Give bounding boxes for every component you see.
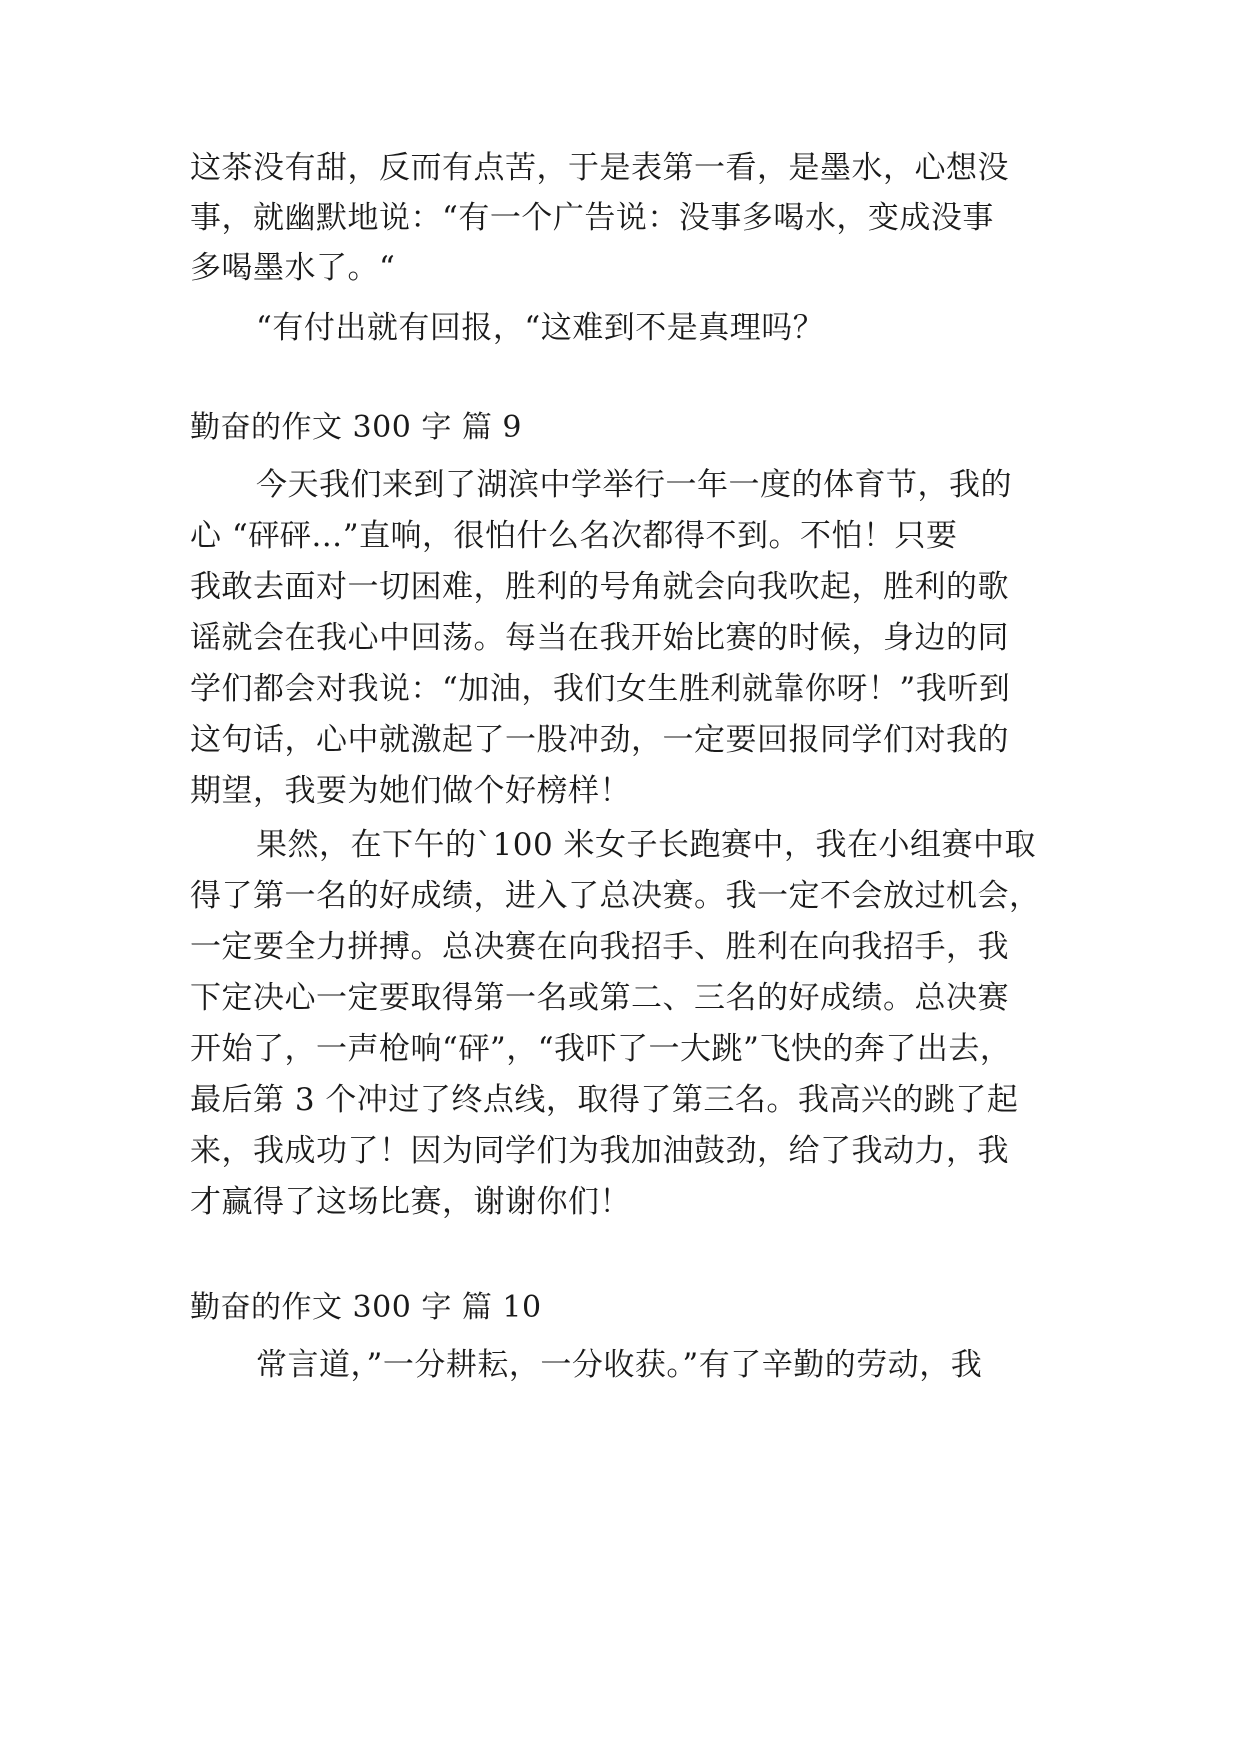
paragraph-line: 常言道，”一分耕耘，一分收获。”有了辛勤的劳动，我 — [256, 1347, 983, 1383]
paragraph-line: 这茶没有甜，反而有点苦，于是表第一看，是墨水，心想没 — [190, 150, 1009, 186]
paragraph-line: 学们都会对我说：“加油，我们女生胜利就靠你呀！”我听到 — [190, 671, 1011, 707]
paragraph-line: 事，就幽默地说：“有一个广告说：没事多喝水，变成没事 — [190, 200, 994, 236]
paragraph-line: 一定要全力拼搏。总决赛在向我招手、胜利在向我招手，我 — [190, 929, 1009, 965]
paragraph-line: 最后第 3 个冲过了终点线，取得了第三名。我高兴的跳了起 — [190, 1082, 1019, 1118]
paragraph-line: 下定决心一定要取得第一名或第二、三名的好成绩。总决赛 — [190, 980, 1009, 1016]
paragraph-line: 来，我成功了！因为同学们为我加油鼓劲，给了我动力，我 — [190, 1133, 1009, 1169]
paragraph-line: 多喝墨水了。“ — [190, 250, 396, 286]
paragraph-line: 果然，在下午的`100 米女子长跑赛中，我在小组赛中取 — [256, 827, 1037, 863]
paragraph-line: “有付出就有回报，“这难到不是真理吗？ — [256, 310, 825, 346]
section-heading: 勤奋的作文 300 字 篇 9 — [190, 410, 522, 445]
paragraph-line: 心 “砰砰…”直响，很怕什么名次都得不到。不怕！只要 — [190, 518, 958, 554]
paragraph-line: 谣就会在我心中回荡。每当在我开始比赛的时候，身边的同 — [190, 620, 1009, 656]
paragraph-line: 这句话，心中就激起了一股冲劲，一定要回报同学们对我的 — [190, 722, 1009, 758]
paragraph-line: 我敢去面对一切困难，胜利的号角就会向我吹起，胜利的歌 — [190, 569, 1009, 605]
document-page — [190, 0, 1050, 1754]
paragraph-line: 期望，我要为她们做个好榜样！ — [190, 773, 631, 809]
section-heading: 勤奋的作文 300 字 篇 10 — [190, 1290, 542, 1325]
paragraph-line: 才赢得了这场比赛，谢谢你们！ — [190, 1184, 631, 1220]
paragraph-line: 开始了，一声枪响“砰”，“我吓了一大跳”飞快的奔了出去， — [190, 1031, 1012, 1067]
paragraph-line: 今天我们来到了湖滨中学举行一年一度的体育节，我的 — [256, 467, 1012, 503]
paragraph-line: 得了第一名的好成绩，进入了总决赛。我一定不会放过机会， — [190, 878, 1041, 914]
